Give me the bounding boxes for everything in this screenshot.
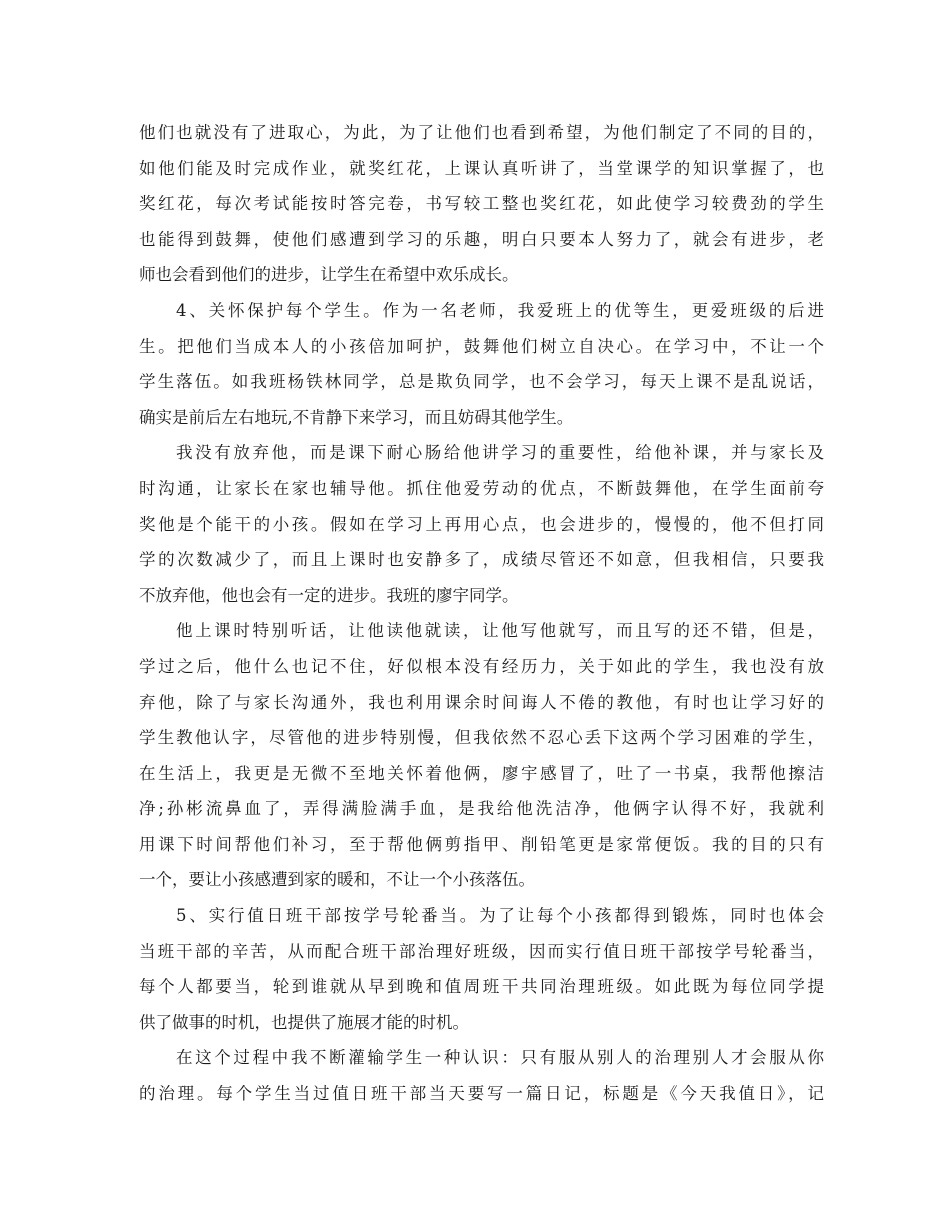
text-line: 学过之后，他什么也记不住，好似根本没有经历力，关于如此的学生，我也没有放 [139, 656, 824, 676]
text-line: 用课下时间帮他们补习，至于帮他俩剪指甲、削铅笔更是家常便饭。我的目的只有 [139, 834, 824, 854]
text-line: 弃他，除了与家长沟通外，我也利用课余时间诲人不倦的教他，有时也让学习好的 [139, 692, 824, 712]
text-line: 我没有放弃他，而是课下耐心肠给他讲学习的重要性，给他补课，并与家长及 [176, 443, 824, 463]
text-line: 的治理。每个学生当过值日班干部当天要写一篇日记，标题是《今天我值日》，记 [139, 1084, 824, 1104]
text-line: 4、关怀保护每个学生。作为一名老师，我爱班上的优等生，更爱班级的后进 [176, 300, 824, 320]
text-line: 如他们能及时完成作业，就奖红花，上课认真听讲了，当堂课学的知识掌握了，也 [139, 158, 824, 178]
paragraph [139, 293, 824, 435]
text-line: 生。把他们当成本人的小孩倍加呵护，鼓舞他们树立自决心。在学习中，不让一个 [139, 336, 824, 356]
text-line: 不放弃他，他也会有一定的进步。我班的廖宇同学。 [139, 585, 519, 605]
text-line: 他上课时特别听话，让他读他就读，让他写他就写，而且写的还不错，但是， [176, 621, 824, 641]
text-line: 也能得到鼓舞，使他们感遭到学习的乐趣，明白只要本人努力了，就会有进步，老 [139, 229, 824, 249]
text-line: 奖他是个能干的小孩。假如在学习上再用心点，也会进步的，慢慢的，他不但打同 [139, 514, 824, 534]
paragraph [139, 115, 824, 293]
paragraph [139, 435, 824, 613]
text-line: 5、实行值日班干部按学号轮番当。为了让每个小孩都得到锻炼，同时也体会 [176, 906, 824, 926]
text-line: 学生教他认字，尽管他的进步特别慢，但我依然不忍心丢下这两个学习困难的学生， [139, 728, 824, 748]
text-line: 当班干部的辛苦，从而配合班干部治理好班级，因而实行值日班干部按学号轮番当， [139, 941, 824, 961]
text-line: 一个，要让小孩感遭到家的暖和，不让一个小孩落伍。 [139, 870, 535, 890]
text-line: 时沟通，让家长在家也辅导他。抓住他爱劳动的优点，不断鼓舞他，在学生面前夸 [139, 478, 824, 498]
text-line: 每个人都要当，轮到谁就从早到晚和值周班干共同治理班级。如此既为每位同学提 [139, 977, 824, 997]
text-line: 师也会看到他们的进步，让学生在希望中欢乐成长。 [139, 265, 519, 285]
paragraph [139, 613, 824, 898]
paragraph [139, 1040, 824, 1111]
text-line: 学生落伍。如我班杨铁林同学，总是欺负同学，也不会学习，每天上课不是乱说话， [139, 372, 824, 392]
text-line: 学的次数减少了，而且上课时也安静多了，成绩尽管还不如意，但我相信，只要我 [139, 550, 824, 570]
text-line: 奖红花，每次考试能按时答完卷，书写较工整也奖红花，如此使学习较费劲的学生 [139, 194, 824, 214]
text-line: 净;孙彬流鼻血了，弄得满脸满手血，是我给他洗洁净，他俩字认得不好，我就利 [139, 799, 824, 819]
text-line: 他们也就没有了进取心，为此，为了让他们也看到希望，为他们制定了不同的目的， [139, 123, 824, 142]
text-line: 确实是前后左右地玩,不肯静下来学习，而且妨碍其他学生。 [139, 407, 574, 427]
text-line: 在生活上，我更是无微不至地关怀着他俩，廖宇感冒了，吐了一书桌，我帮他擦洁 [139, 763, 824, 783]
text-line: 在这个过程中我不断灌输学生一种认识：只有服从别人的治理别人才会服从你 [176, 1048, 824, 1068]
paragraph [139, 898, 824, 1040]
body-text [139, 115, 824, 1112]
text-line: 供了做事的时机，也提供了施展才能的时机。 [139, 1012, 469, 1032]
